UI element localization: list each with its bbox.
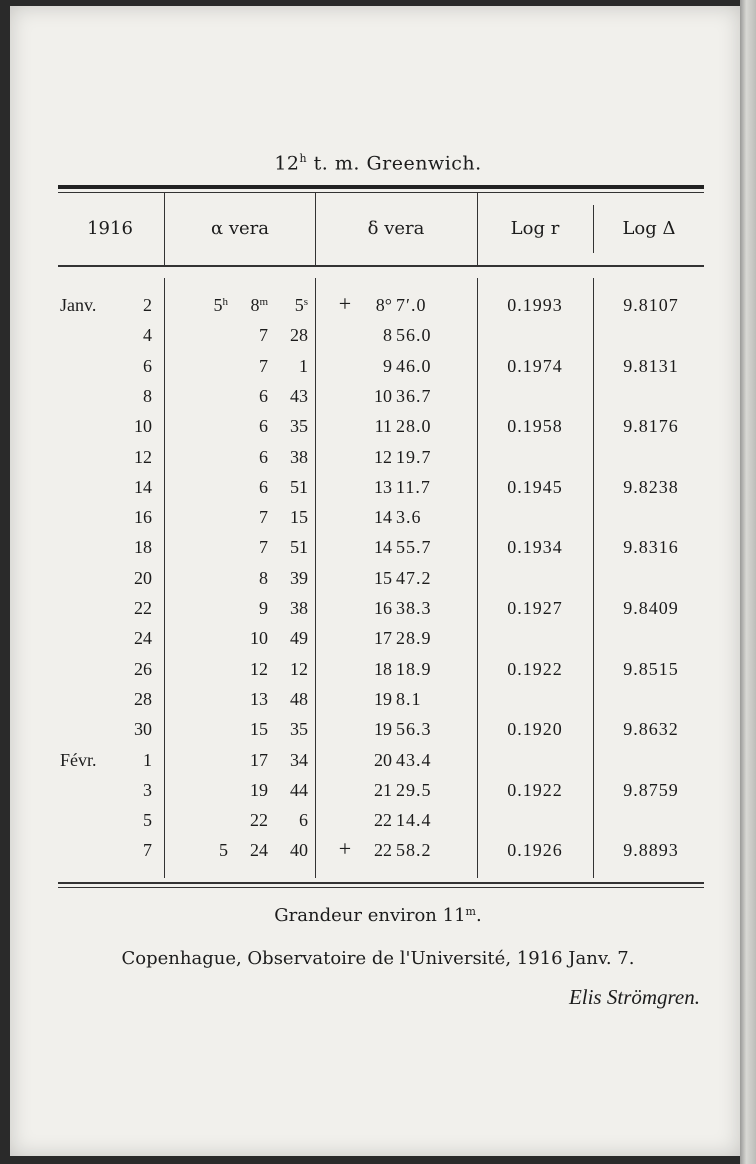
header-year: 1916	[87, 218, 133, 239]
row-log-r: 0.1926	[507, 840, 563, 861]
bottom-rule-thin	[58, 887, 704, 888]
signature: Elis Strömgren.	[568, 985, 700, 1009]
row-day: 7	[143, 840, 152, 861]
row-ra-minutes: 7	[259, 355, 268, 376]
row-dec-sign: +	[338, 291, 352, 316]
header-dec: δ vera	[367, 218, 425, 239]
row-ra-minutes: 12	[250, 658, 268, 679]
row-day: 28	[134, 688, 152, 709]
page-edge	[740, 0, 756, 1164]
row-dec-minutes: 58.2	[396, 840, 432, 861]
row-log-delta: 9.8107	[623, 295, 679, 315]
row-day: 2	[143, 295, 152, 315]
row-ra-minutes: 10	[250, 628, 268, 649]
header-divider	[164, 193, 165, 265]
row-dec-minutes: 56.0	[396, 325, 432, 346]
row-ra-seconds: 49	[290, 628, 308, 649]
column-divider	[593, 278, 594, 878]
row-dec-degrees: 14	[374, 537, 392, 558]
magnitude-note: Grandeur environ 11$^m$.	[274, 905, 482, 926]
row-ra-seconds: 5$^s$	[294, 295, 308, 315]
row-dec-degrees: 17	[374, 628, 392, 649]
row-day: 14	[134, 476, 152, 497]
row-ra-seconds: 43	[290, 385, 308, 406]
column-divider	[477, 278, 478, 878]
row-month: Févr.	[60, 749, 97, 770]
row-ra-minutes: 7	[259, 325, 268, 346]
row-log-delta: 9.8176	[623, 416, 679, 437]
place-date: Copenhague, Observatoire de l'Université, 1916 Janv. 7.	[121, 948, 635, 969]
row-log-delta: 9.8131	[623, 355, 679, 376]
row-ra-seconds: 12	[290, 658, 308, 679]
row-ra-seconds: 48	[290, 688, 308, 709]
row-log-delta: 9.8759	[623, 779, 679, 800]
row-day: 24	[134, 628, 152, 649]
row-log-delta: 9.8893	[623, 840, 679, 861]
row-log-r: 0.1922	[507, 779, 563, 800]
row-day: 22	[134, 598, 152, 618]
row-dec-degrees: 16	[374, 598, 392, 618]
row-dec-minutes: 29.5	[396, 779, 432, 800]
row-dec-minutes: 55.7	[396, 537, 432, 558]
row-log-r: 0.1934	[507, 537, 563, 558]
row-ra-minutes: 6	[259, 476, 268, 497]
row-dec-degrees: 10	[374, 385, 392, 406]
row-ra-minutes: 19	[250, 779, 268, 800]
row-log-delta: 9.8632	[623, 719, 679, 740]
row-dec-minutes: 36.7	[396, 385, 432, 406]
row-ra-minutes: 17	[250, 749, 268, 770]
row-ra-seconds: 6	[299, 810, 308, 831]
row-ra-seconds: 39	[290, 567, 308, 588]
row-dec-minutes: 7′.0	[396, 295, 427, 315]
bottom-rule	[58, 882, 704, 884]
row-log-r: 0.1920	[507, 719, 563, 740]
row-ra-minutes: 8$^m$	[250, 295, 268, 315]
row-dec-degrees: 22	[374, 840, 392, 861]
row-ra-minutes-unit: m	[259, 296, 268, 308]
row-ra-hours: 5$^h$	[213, 295, 228, 315]
row-dec-degrees: 8°	[375, 295, 392, 315]
row-log-r: 0.1993	[507, 295, 563, 315]
row-ra-minutes: 6	[259, 385, 268, 406]
row-day: 12	[134, 446, 152, 467]
row-log-r: 0.1974	[507, 355, 563, 376]
row-ra-minutes: 22	[250, 810, 268, 831]
row-day: 5	[143, 810, 152, 831]
row-log-delta: 9.8409	[623, 598, 679, 618]
row-log-r: 0.1958	[507, 416, 563, 437]
row-dec-degrees: 15	[374, 567, 392, 588]
row-ra-minutes: 6	[259, 416, 268, 437]
row-day: 18	[134, 537, 152, 558]
row-ra-minutes: 7	[259, 537, 268, 558]
row-dec-minutes: 46.0	[396, 355, 432, 376]
top-rule	[58, 185, 704, 189]
row-day: 10	[134, 416, 152, 437]
top-rule-thin	[58, 192, 704, 193]
row-log-delta: 9.8515	[623, 658, 679, 679]
row-ra-minutes: 15	[250, 719, 268, 740]
row-ra-minutes: 6	[259, 446, 268, 467]
column-divider	[315, 278, 316, 878]
row-dec-minutes: 8.1	[396, 688, 422, 709]
row-dec-degrees: 11	[374, 416, 392, 437]
row-ra-seconds: 38	[290, 446, 308, 467]
row-dec-minutes: 38.3	[396, 598, 432, 618]
row-dec-degrees: 8	[383, 325, 392, 346]
row-ra-hours: 5	[219, 840, 228, 861]
row-dec-degrees: 13	[374, 476, 392, 497]
row-log-r: 0.1945	[507, 476, 563, 497]
row-dec-degrees: 9	[383, 355, 392, 376]
row-ra-seconds: 51	[290, 537, 308, 558]
row-log-r: 0.1927	[507, 598, 563, 618]
row-ra-minutes: 9	[259, 598, 268, 618]
row-day: 4	[143, 325, 152, 346]
row-dec-minutes: 43.4	[396, 749, 432, 770]
row-dec-minutes: 14.4	[396, 810, 432, 831]
row-ra-seconds: 40	[290, 840, 308, 861]
row-dec-minutes: 3.6	[396, 507, 422, 528]
row-ra-seconds: 35	[290, 416, 308, 437]
row-day: 3	[143, 779, 152, 800]
row-day: 30	[134, 719, 152, 740]
row-dec-degrees: 19	[374, 688, 392, 709]
row-ra-seconds: 44	[290, 779, 308, 800]
row-dec-degrees: 19	[374, 719, 392, 740]
row-ra-seconds: 15	[290, 507, 308, 528]
row-day: 6	[143, 355, 152, 376]
row-day: 1	[143, 749, 152, 770]
row-log-delta: 9.8316	[623, 537, 679, 558]
row-dec-degrees: 12	[374, 446, 392, 467]
row-log-r: 0.1922	[507, 658, 563, 679]
row-day: 16	[134, 507, 152, 528]
row-day: 26	[134, 658, 152, 679]
row-log-delta: 9.8238	[623, 476, 679, 497]
column-divider	[164, 278, 165, 878]
row-ra-seconds: 38	[290, 598, 308, 618]
row-ra-seconds: 34	[290, 749, 308, 770]
table-heading: 12$^h$ t. m. Greenwich.	[274, 152, 482, 175]
row-dec-minutes: 19.7	[396, 446, 432, 467]
row-dec-degrees: 22	[374, 810, 392, 831]
row-dec-minutes: 28.9	[396, 628, 432, 649]
header-divider	[477, 193, 478, 265]
row-ra-seconds-unit: s	[303, 296, 308, 308]
row-ra-seconds: 35	[290, 719, 308, 740]
row-ra-hours-unit: h	[222, 296, 228, 308]
row-dec-minutes: 28.0	[396, 416, 432, 437]
header-divider	[593, 205, 594, 253]
row-dec-minutes: 11.7	[396, 476, 431, 497]
row-dec-minutes: 47.2	[396, 567, 432, 588]
header-ra: α vera	[210, 218, 270, 239]
row-day: 8	[143, 385, 152, 406]
header-logr: Log r	[510, 218, 560, 239]
row-ra-seconds: 1	[299, 355, 308, 376]
header-logd: Log Δ	[622, 218, 676, 239]
row-dec-sign: +	[338, 836, 352, 862]
row-ra-minutes: 7	[259, 507, 268, 528]
row-dec-degrees: 14	[374, 507, 392, 528]
header-divider	[315, 193, 316, 265]
row-ra-minutes: 8	[259, 567, 268, 588]
row-day: 20	[134, 567, 152, 588]
row-dec-degrees: 20	[374, 749, 392, 770]
row-month: Janv.	[60, 295, 97, 315]
row-ra-minutes: 24	[250, 840, 268, 861]
row-ra-minutes: 13	[250, 688, 268, 709]
row-dec-minutes: 18.9	[396, 658, 432, 679]
row-dec-degrees: 21	[374, 779, 392, 800]
row-dec-degrees: 18	[374, 658, 392, 679]
row-dec-minutes: 56.3	[396, 719, 432, 740]
header-rule	[58, 265, 704, 267]
row-ra-seconds: 51	[290, 476, 308, 497]
row-ra-seconds: 28	[290, 325, 308, 346]
